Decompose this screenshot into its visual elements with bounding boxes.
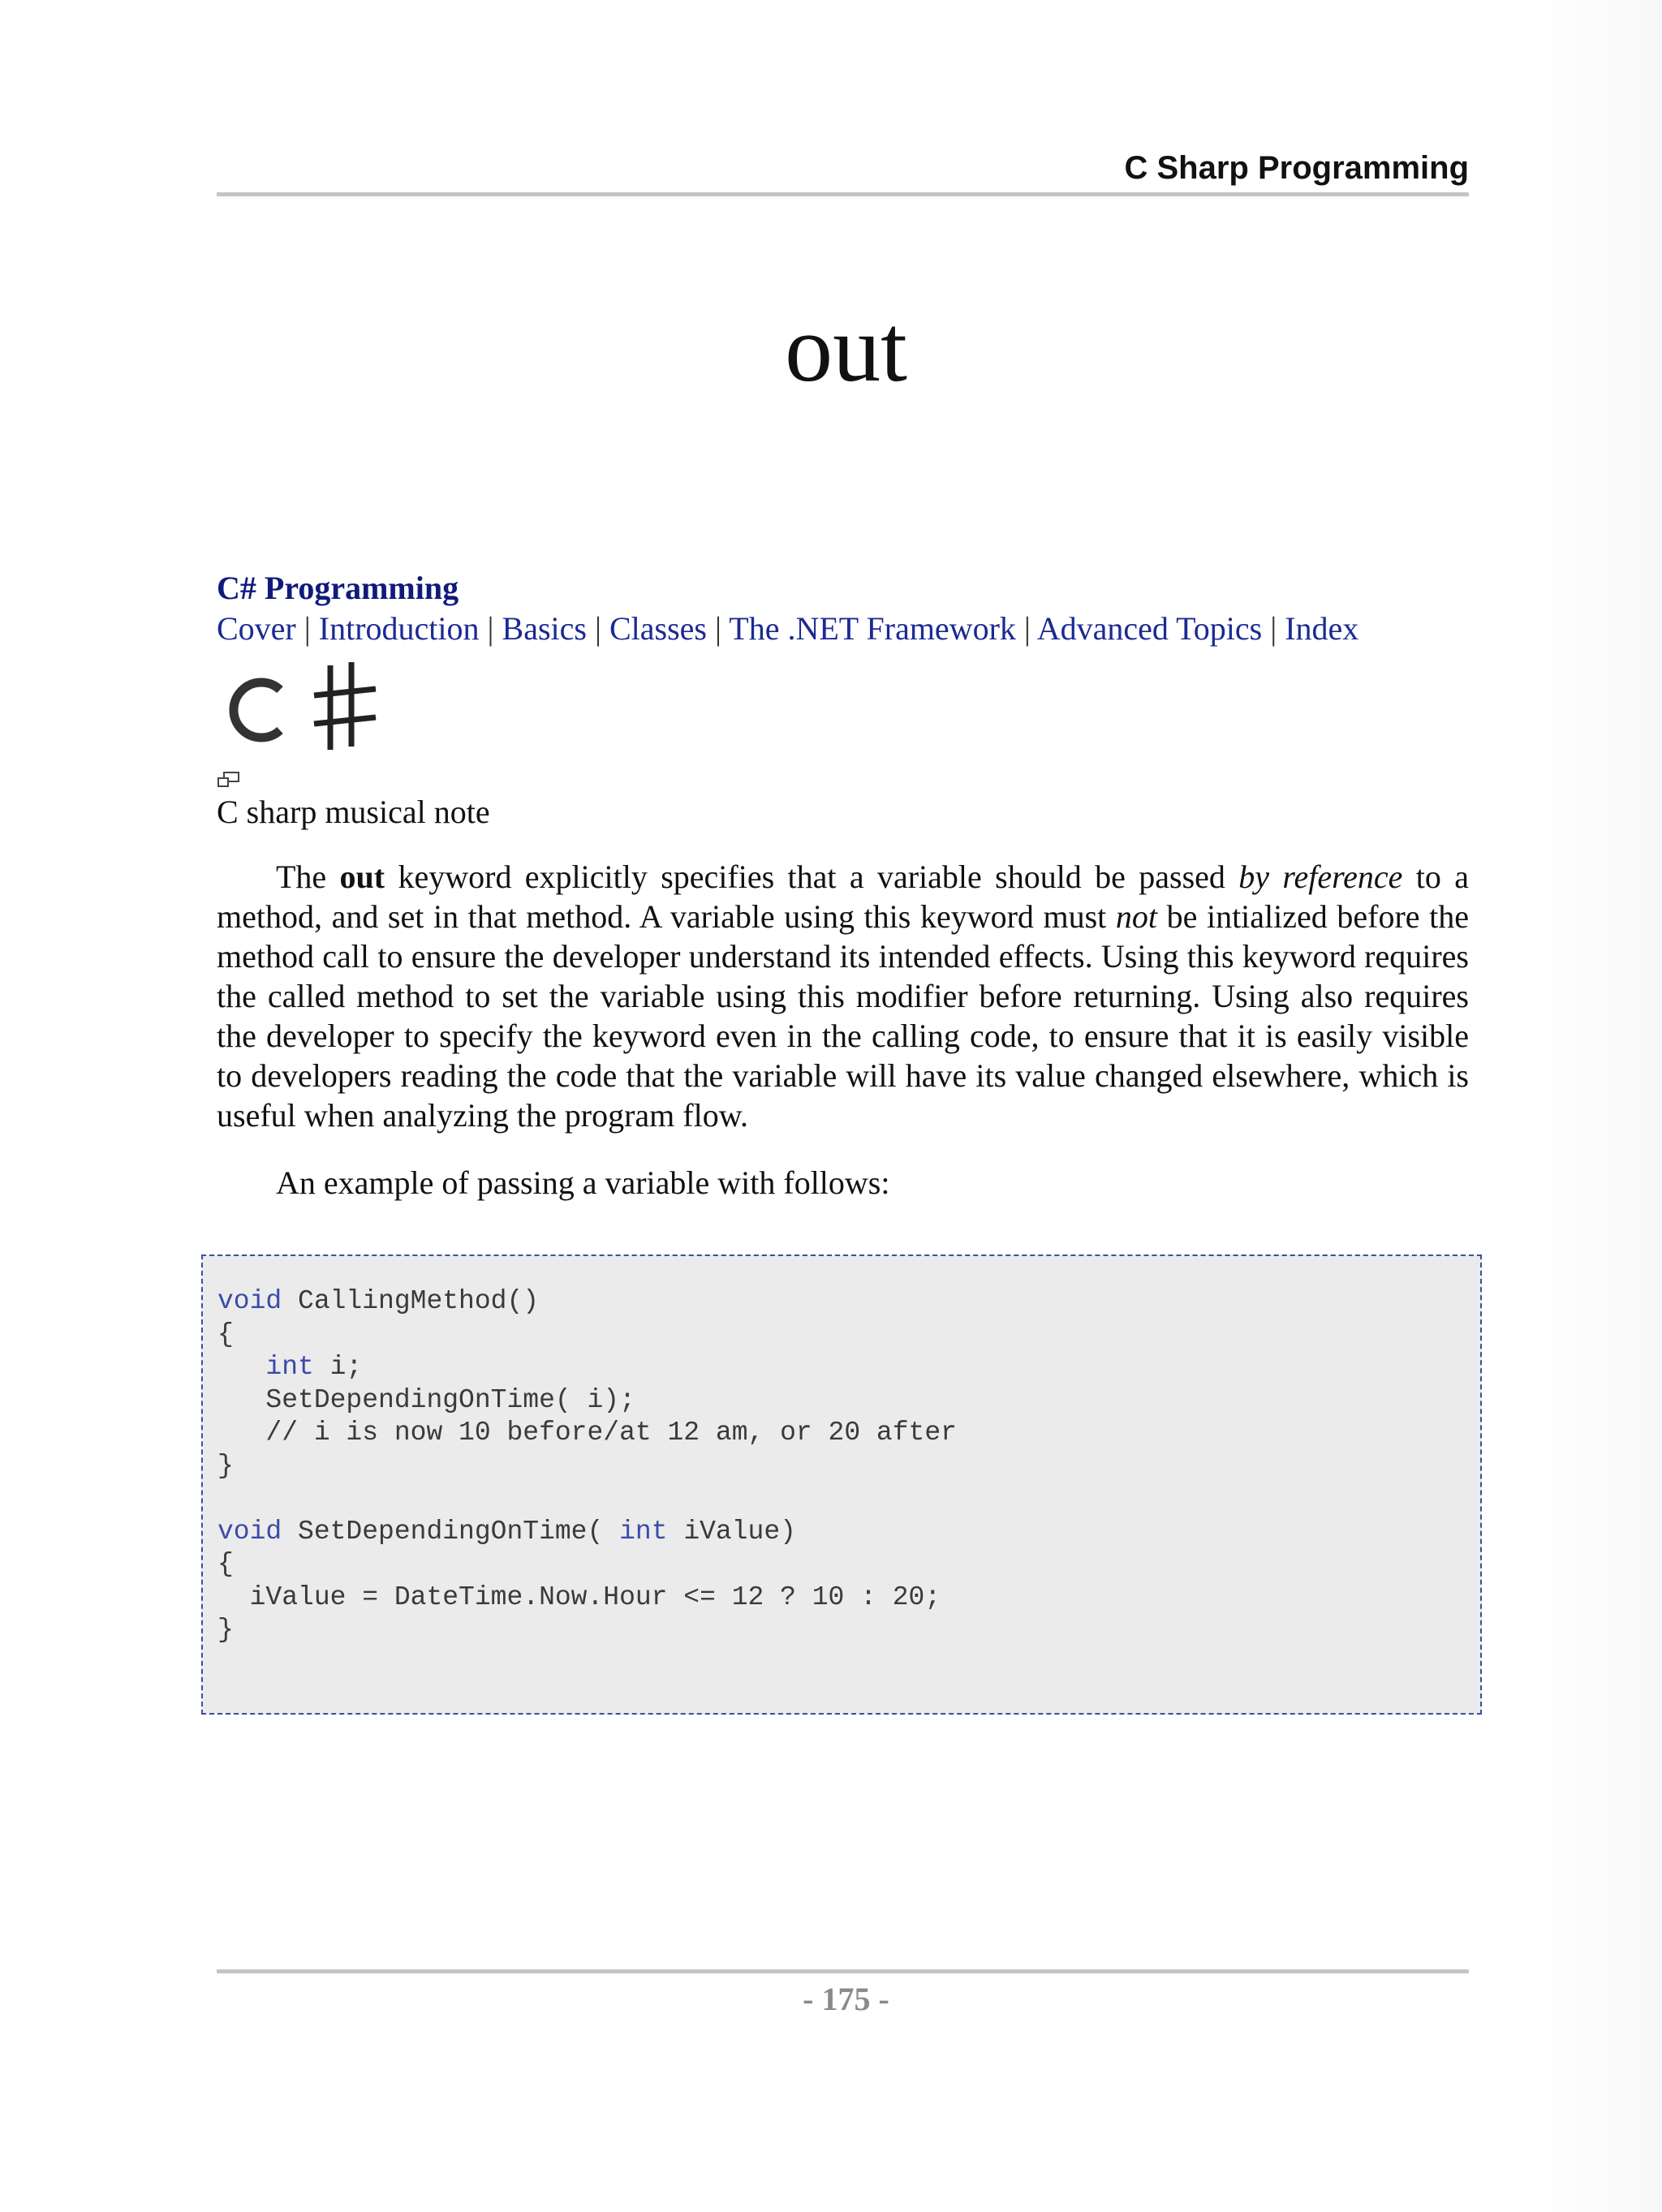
code-text: SetDependingOnTime( bbox=[282, 1516, 620, 1547]
c-sharp-logo-icon[interactable] bbox=[217, 659, 1469, 756]
enlarge-icon-graphic bbox=[217, 771, 241, 789]
text-run: keyword explicitly specifies that a variable should be passed bbox=[385, 859, 1239, 895]
nav-separator: | bbox=[594, 610, 601, 647]
text-run: be intialized before the method call to ensure the developer understand its intended effects. Using this keyword requires the called method to set the variable using this modifier before returning. Using also requires the developer to specify the keyword even in the calling code, to ensure that it is easily visible to developers reading the code that the variable will have its value changed elsewhere, which is useful when analyzing the program flow. bbox=[217, 898, 1469, 1134]
enlarge-icon[interactable] bbox=[217, 771, 1469, 792]
nav-separator: | bbox=[304, 610, 311, 647]
image-caption: C sharp musical note bbox=[217, 794, 490, 830]
code-text: } bbox=[217, 1615, 234, 1645]
code-text: } bbox=[217, 1450, 234, 1481]
c-sharp-logo-graphic bbox=[217, 659, 387, 756]
text-run: The bbox=[276, 859, 340, 895]
code-text: { bbox=[217, 1319, 234, 1349]
nav-link-classes[interactable]: Classes bbox=[609, 610, 707, 647]
code-text: { bbox=[217, 1549, 234, 1579]
nav-separator: | bbox=[714, 610, 721, 647]
book-title[interactable]: C# Programming bbox=[217, 570, 459, 606]
nav-link-introduction[interactable]: Introduction bbox=[318, 610, 480, 647]
nav-separator: | bbox=[487, 610, 494, 647]
nav-link-advanced-topics[interactable]: Advanced Topics bbox=[1036, 610, 1263, 647]
nav-link-cover[interactable]: Cover bbox=[217, 610, 296, 647]
code-keyword: void bbox=[217, 1516, 282, 1547]
nav-link-basics[interactable]: Basics bbox=[502, 610, 587, 647]
nav-link-net-framework[interactable]: The .NET Framework bbox=[729, 610, 1016, 647]
chapter-title: out bbox=[785, 295, 907, 402]
nav-link-index[interactable]: Index bbox=[1285, 610, 1359, 647]
code-keyword: void bbox=[217, 1286, 282, 1316]
main-content bbox=[217, 568, 1469, 1203]
emphasis: by reference bbox=[1238, 859, 1403, 895]
code-block bbox=[201, 1254, 1482, 1715]
footer-rule bbox=[217, 1969, 1469, 1973]
code-text: SetDependingOnTime( i); bbox=[217, 1384, 635, 1415]
page-number: - 175 - bbox=[803, 1981, 889, 2017]
running-header: C Sharp Programming bbox=[1124, 150, 1469, 186]
code-keyword: int bbox=[265, 1352, 314, 1382]
code-listing bbox=[217, 1285, 957, 1647]
code-text: CallingMethod() bbox=[282, 1286, 540, 1316]
example-intro-paragraph: An example of passing a variable with follows: bbox=[276, 1164, 890, 1201]
nav-separator: | bbox=[1023, 610, 1031, 647]
header-rule bbox=[217, 192, 1469, 196]
code-text: iValue) bbox=[667, 1516, 796, 1547]
code-text bbox=[217, 1352, 265, 1382]
text-run: to a method, and set in that method. A variable using this keyword must bbox=[217, 859, 1469, 935]
keyword-bold: out bbox=[339, 859, 385, 895]
code-keyword: int bbox=[619, 1516, 668, 1547]
code-text: i; bbox=[313, 1352, 363, 1382]
breadcrumb-nav bbox=[217, 609, 1469, 649]
code-text: iValue = DateTime.Now.Hour <= 12 ? 10 : 20; bbox=[217, 1582, 941, 1612]
emphasis: not bbox=[1115, 898, 1158, 935]
body-paragraph bbox=[217, 857, 1469, 1135]
nav-separator: | bbox=[1270, 610, 1277, 647]
code-comment: // i is now 10 before/at 12 am, or 20 after bbox=[217, 1418, 957, 1448]
